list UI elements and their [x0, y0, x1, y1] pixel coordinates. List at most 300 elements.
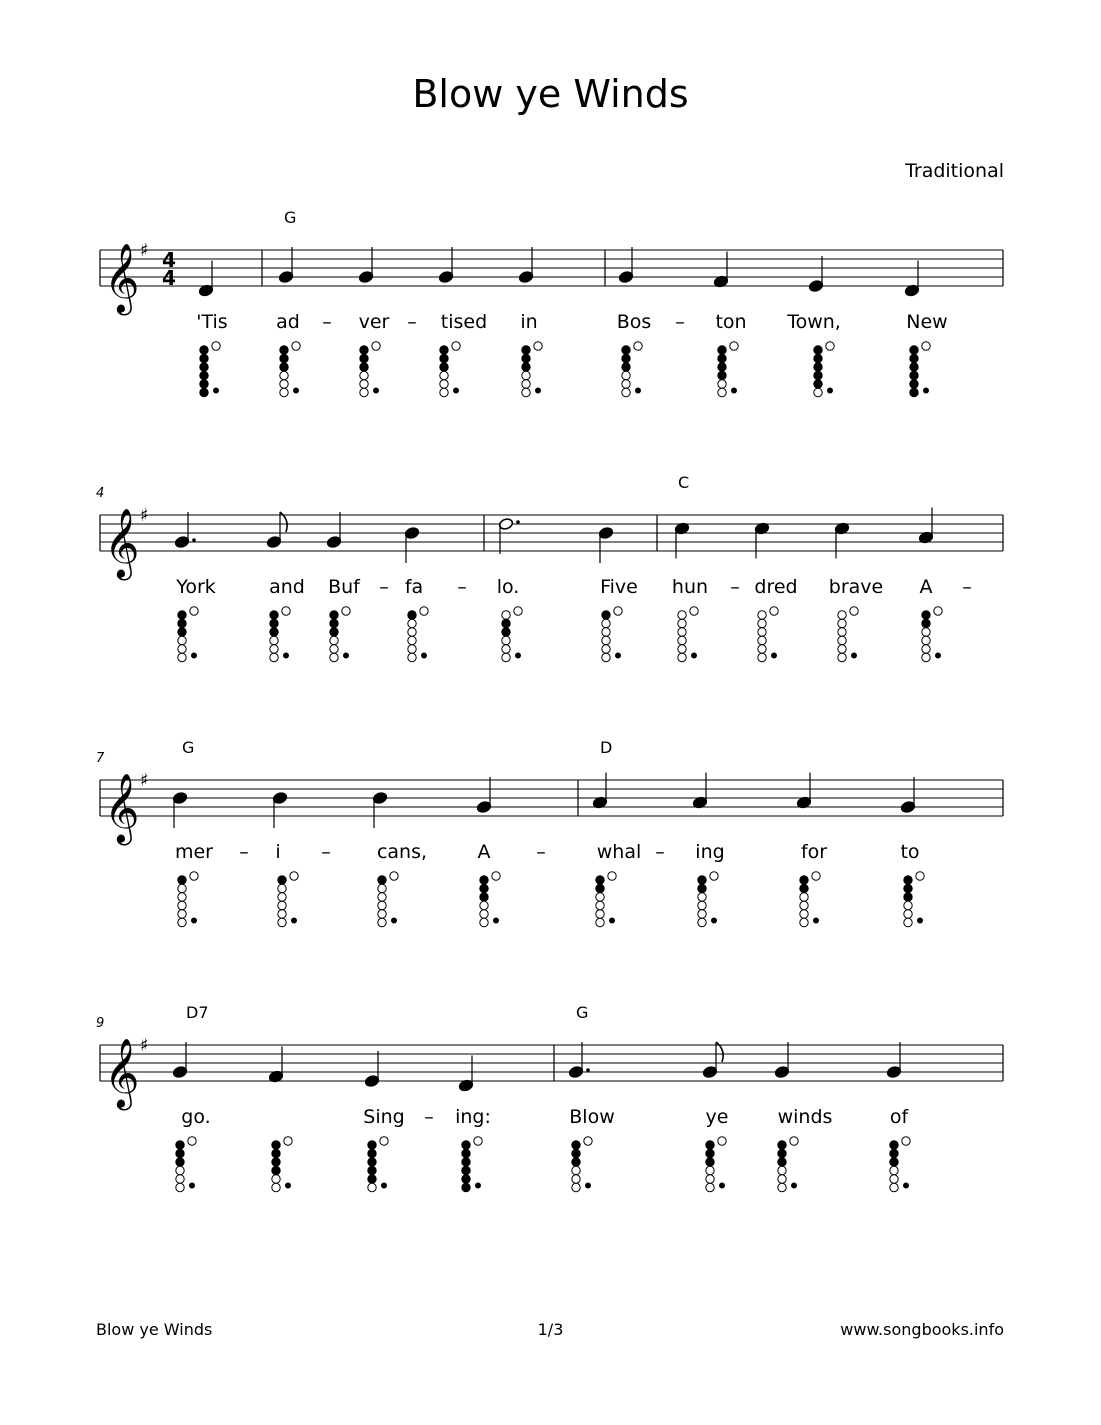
- fingering-hole: [178, 884, 186, 892]
- fingering-hole: [462, 1183, 470, 1191]
- fingering-hole: [270, 653, 278, 661]
- treble-clef-icon: 𝄞: [104, 773, 140, 843]
- staff-system: [96, 738, 1003, 927]
- fingering-hole: [890, 1149, 898, 1157]
- fingering-hole: [270, 611, 278, 619]
- fingering-hole: [330, 653, 338, 661]
- fingering-hole: [270, 636, 278, 644]
- fingering-hole-small: [381, 1183, 387, 1189]
- fingering-thumb-hole: [492, 872, 500, 880]
- fingering-hole: [904, 893, 912, 901]
- note-head: [900, 800, 915, 813]
- note-head: [592, 796, 607, 809]
- fingering-hole: [706, 1166, 714, 1174]
- fingering-hole: [922, 628, 930, 636]
- fingering-hole: [178, 918, 186, 926]
- fingering-hole: [706, 1183, 714, 1191]
- fingering-hole-small: [391, 918, 397, 924]
- fingering-thumb-hole: [922, 342, 930, 350]
- fingering-hole: [360, 371, 368, 379]
- fingering-hole: [200, 371, 208, 379]
- fingering-thumb-hole: [284, 1137, 292, 1145]
- lyric-syllable: Sing: [363, 1106, 405, 1128]
- fingering-thumb-hole: [584, 1137, 592, 1145]
- sharp-icon: ♯: [140, 770, 149, 791]
- fingering-hole: [602, 653, 610, 661]
- fingering-hole: [480, 918, 488, 926]
- fingering-hole-small: [285, 1183, 291, 1189]
- sharp-icon: ♯: [140, 240, 149, 261]
- fingering-hole-small: [609, 918, 615, 924]
- fingering-hole: [368, 1141, 376, 1149]
- fingering-thumb-hole: [690, 607, 698, 615]
- fingering-hole: [278, 901, 286, 909]
- fingering-hole: [602, 645, 610, 653]
- lyric-syllable: –: [322, 311, 332, 333]
- page-number: 1/3: [537, 1320, 564, 1339]
- fingering-hole: [678, 628, 686, 636]
- fingering-hole: [270, 619, 278, 627]
- chord-symbol: G: [576, 1003, 589, 1022]
- note-head: [518, 270, 533, 283]
- note-head: [174, 535, 189, 548]
- fingering-hole: [176, 1149, 184, 1157]
- fingering-hole: [904, 876, 912, 884]
- lyric-syllable: Bos: [616, 311, 652, 333]
- time-signature-bottom: 4: [162, 266, 176, 290]
- fingering-thumb-hole: [292, 342, 300, 350]
- fingering-hole: [778, 1166, 786, 1174]
- lyric-syllable: Five: [600, 576, 638, 598]
- note-head: [272, 791, 287, 804]
- fingering-hole: [814, 346, 822, 354]
- fingering-hole: [904, 901, 912, 909]
- fingering-hole-small: [515, 653, 521, 659]
- fingering-hole: [280, 354, 288, 362]
- lyric-syllable: of: [889, 1106, 909, 1128]
- fingering-hole: [678, 636, 686, 644]
- sharp-icon: ♯: [140, 505, 149, 526]
- fingering-hole: [176, 1183, 184, 1191]
- fingering-hole: [462, 1158, 470, 1166]
- note-head: [198, 284, 213, 297]
- lyric-syllable: –: [407, 311, 417, 333]
- fingering-hole: [368, 1149, 376, 1157]
- fingering-hole: [280, 346, 288, 354]
- fingering-hole: [378, 893, 386, 901]
- fingering-hole: [572, 1149, 580, 1157]
- fingering-hole: [838, 653, 846, 661]
- fingering-hole-small: [691, 653, 697, 659]
- staff-system: [96, 473, 1003, 662]
- note-dot: [192, 538, 196, 542]
- fingering-hole: [596, 901, 604, 909]
- lyric-syllable: A: [477, 841, 491, 863]
- note-head: [268, 1070, 283, 1083]
- fingering-hole: [270, 628, 278, 636]
- fingering-hole: [910, 371, 918, 379]
- fingering-thumb-hole: [614, 607, 622, 615]
- fingering-hole: [200, 388, 208, 396]
- fingering-hole: [462, 1175, 470, 1183]
- fingering-hole: [178, 628, 186, 636]
- fingering-hole-small: [635, 388, 641, 394]
- note-head: [326, 535, 341, 548]
- fingering-hole: [718, 363, 726, 371]
- lyric-syllable: New: [906, 311, 948, 333]
- fingering-hole: [278, 910, 286, 918]
- fingering-hole: [838, 636, 846, 644]
- fingering-hole: [330, 619, 338, 627]
- fingering-hole: [622, 363, 630, 371]
- fingering-hole: [522, 380, 530, 388]
- fingering-hole: [440, 380, 448, 388]
- measure-number: 9: [96, 1016, 105, 1031]
- chord-symbol: D: [600, 738, 613, 757]
- fingering-hole: [706, 1149, 714, 1157]
- fingering-hole: [440, 354, 448, 362]
- fingering-hole: [778, 1149, 786, 1157]
- fingering-hole: [602, 628, 610, 636]
- fingering-hole: [176, 1141, 184, 1149]
- fingering-thumb-hole: [212, 342, 220, 350]
- fingering-hole: [278, 876, 286, 884]
- treble-clef-icon: 𝄞: [104, 508, 140, 578]
- fingering-hole: [678, 645, 686, 653]
- lyric-syllable: Town,: [787, 311, 841, 333]
- fingering-hole: [800, 910, 808, 918]
- fingering-hole: [408, 653, 416, 661]
- fingering-hole-small: [711, 918, 717, 924]
- lyric-syllable: –: [424, 1106, 434, 1128]
- lyric-syllable: i: [275, 841, 281, 863]
- fingering-thumb-hole: [826, 342, 834, 350]
- lyric-syllable: hun: [671, 576, 709, 598]
- fingering-hole: [200, 380, 208, 388]
- fingering-hole: [698, 876, 706, 884]
- fingering-hole: [778, 1141, 786, 1149]
- fingering-hole: [178, 910, 186, 918]
- fingering-hole: [272, 1175, 280, 1183]
- fingering-hole: [678, 653, 686, 661]
- fingering-hole: [596, 893, 604, 901]
- fingering-hole: [800, 884, 808, 892]
- fingering-hole: [178, 636, 186, 644]
- fingering-hole: [814, 388, 822, 396]
- fingering-hole: [378, 876, 386, 884]
- fingering-hole: [922, 611, 930, 619]
- chord-symbol: G: [284, 208, 297, 227]
- fingering-hole: [678, 611, 686, 619]
- lyric-syllable: –: [239, 841, 249, 863]
- fingering-hole: [278, 893, 286, 901]
- note-head: [172, 1065, 187, 1078]
- fingering-thumb-hole: [290, 872, 298, 880]
- fingering-hole: [178, 645, 186, 653]
- fingering-hole: [440, 371, 448, 379]
- fingering-hole-small: [923, 388, 929, 394]
- fingering-hole-small: [917, 918, 923, 924]
- fingering-thumb-hole: [372, 342, 380, 350]
- lyric-syllable: ing:: [455, 1106, 491, 1128]
- fingering-hole: [280, 388, 288, 396]
- fingering-thumb-hole: [474, 1137, 482, 1145]
- note-head: [918, 531, 933, 544]
- fingering-hole: [758, 619, 766, 627]
- fingering-hole: [408, 611, 416, 619]
- note-head: [476, 800, 491, 813]
- note-head: [598, 526, 613, 539]
- fingering-hole: [572, 1158, 580, 1166]
- lyric-syllable: dred: [754, 576, 798, 598]
- lyric-syllable: lo.: [496, 576, 520, 598]
- fingering-hole: [522, 363, 530, 371]
- fingering-hole: [718, 371, 726, 379]
- composer: Traditional: [905, 160, 1004, 182]
- lyric-syllable: Buf: [328, 576, 360, 598]
- lyric-syllable: –: [655, 841, 665, 863]
- measure-number: 7: [96, 751, 105, 766]
- treble-clef-icon: 𝄞: [104, 1038, 140, 1108]
- fingering-hole: [838, 628, 846, 636]
- fingering-hole: [698, 901, 706, 909]
- fingering-hole: [814, 354, 822, 362]
- chord-symbol: C: [678, 473, 690, 492]
- fingering-hole: [330, 645, 338, 653]
- lyric-syllable: –: [730, 576, 740, 598]
- lyric-syllable: ing: [695, 841, 725, 863]
- fingering-hole: [910, 388, 918, 396]
- note-head: [808, 279, 823, 292]
- note-head: [404, 526, 419, 539]
- chord-symbol: D7: [186, 1003, 209, 1022]
- fingering-hole: [330, 611, 338, 619]
- note-head: [458, 1079, 473, 1092]
- lyric-syllable: ver: [358, 311, 390, 333]
- fingering-hole: [360, 354, 368, 362]
- fingering-hole: [502, 628, 510, 636]
- fingering-hole: [440, 346, 448, 354]
- fingering-hole: [778, 1158, 786, 1166]
- fingering-hole: [572, 1141, 580, 1149]
- fingering-hole: [176, 1166, 184, 1174]
- fingering-hole-small: [615, 653, 621, 659]
- fingering-hole: [278, 918, 286, 926]
- fingering-hole-small: [475, 1183, 481, 1189]
- lyric-syllable: Blow: [569, 1106, 615, 1128]
- fingering-hole: [378, 910, 386, 918]
- fingering-hole-small: [283, 653, 289, 659]
- fingering-hole: [280, 380, 288, 388]
- lyric-syllable: ton: [715, 311, 747, 333]
- chord-symbol: G: [182, 738, 195, 757]
- fingering-hole: [758, 611, 766, 619]
- note-head: [266, 535, 281, 548]
- fingering-thumb-hole: [850, 607, 858, 615]
- fingering-hole: [360, 380, 368, 388]
- fingering-hole: [522, 346, 530, 354]
- fingering-hole: [378, 918, 386, 926]
- fingering-hole: [502, 653, 510, 661]
- fingering-hole: [602, 636, 610, 644]
- fingering-hole: [596, 884, 604, 892]
- fingering-hole-small: [421, 653, 427, 659]
- fingering-hole-small: [191, 918, 197, 924]
- fingering-hole: [272, 1158, 280, 1166]
- note-head: [364, 1074, 379, 1087]
- lyric-syllable: and: [269, 576, 305, 598]
- fingering-hole-small: [827, 388, 833, 394]
- fingering-thumb-hole: [718, 1137, 726, 1145]
- fingering-hole: [890, 1141, 898, 1149]
- fingering-hole: [838, 645, 846, 653]
- fingering-hole: [178, 611, 186, 619]
- fingering-hole-small: [343, 653, 349, 659]
- fingering-thumb-hole: [916, 872, 924, 880]
- fingering-hole: [522, 388, 530, 396]
- fingering-hole-small: [189, 1183, 195, 1189]
- lyric-syllable: whal: [596, 841, 642, 863]
- staff-system: [96, 1003, 1003, 1192]
- note-flag: [280, 512, 287, 532]
- note-head: [754, 522, 769, 535]
- fingering-hole: [440, 363, 448, 371]
- fingering-hole-small: [719, 1183, 725, 1189]
- fingering-hole: [480, 901, 488, 909]
- fingering-thumb-hole: [390, 872, 398, 880]
- fingering-hole: [572, 1183, 580, 1191]
- fingering-hole: [800, 876, 808, 884]
- lyric-syllable: ye: [705, 1106, 729, 1128]
- note-head: [674, 522, 689, 535]
- fingering-hole: [272, 1166, 280, 1174]
- fingering-hole: [718, 380, 726, 388]
- note-head: [172, 791, 187, 804]
- lyric-syllable: ad: [276, 311, 300, 333]
- fingering-thumb-hole: [710, 872, 718, 880]
- note-head: [372, 791, 387, 804]
- fingering-hole: [922, 653, 930, 661]
- fingering-hole: [408, 628, 416, 636]
- fingering-hole: [462, 1166, 470, 1174]
- fingering-hole: [838, 611, 846, 619]
- note-dot: [516, 520, 520, 524]
- lyric-syllable: –: [536, 841, 546, 863]
- fingering-hole: [706, 1175, 714, 1183]
- fingering-hole: [480, 893, 488, 901]
- fingering-thumb-hole: [188, 1137, 196, 1145]
- note-head: [834, 522, 849, 535]
- fingering-hole: [440, 388, 448, 396]
- fingering-hole: [178, 893, 186, 901]
- fingering-thumb-hole: [902, 1137, 910, 1145]
- fingering-hole: [176, 1175, 184, 1183]
- lyric-syllable: in: [520, 311, 538, 333]
- fingering-hole: [522, 354, 530, 362]
- note-head: [618, 270, 633, 283]
- fingering-hole: [800, 893, 808, 901]
- lyric-syllable: –: [457, 576, 467, 598]
- fingering-hole: [602, 619, 610, 627]
- lyric-syllable: A: [919, 576, 933, 598]
- fingering-hole: [360, 363, 368, 371]
- lyric-syllable: to: [900, 841, 920, 863]
- fingering-hole: [622, 354, 630, 362]
- fingering-hole: [622, 371, 630, 379]
- note-head: [358, 270, 373, 283]
- fingering-thumb-hole: [452, 342, 460, 350]
- fingering-hole: [408, 619, 416, 627]
- fingering-hole: [272, 1141, 280, 1149]
- staff-system: [100, 208, 1003, 397]
- fingering-hole: [922, 636, 930, 644]
- fingering-hole: [778, 1175, 786, 1183]
- fingering-hole: [678, 619, 686, 627]
- lyric-syllable: for: [800, 841, 828, 863]
- fingering-hole: [280, 363, 288, 371]
- fingering-hole: [890, 1175, 898, 1183]
- fingering-hole: [910, 363, 918, 371]
- lyric-syllable: tised: [440, 311, 488, 333]
- fingering-hole: [838, 619, 846, 627]
- note-head: [886, 1065, 901, 1078]
- fingering-hole: [814, 363, 822, 371]
- fingering-hole: [758, 645, 766, 653]
- fingering-thumb-hole: [608, 872, 616, 880]
- fingering-hole: [378, 884, 386, 892]
- fingering-hole: [178, 653, 186, 661]
- fingering-hole-small: [791, 1183, 797, 1189]
- fingering-hole: [758, 628, 766, 636]
- fingering-thumb-hole: [380, 1137, 388, 1145]
- fingering-hole: [904, 910, 912, 918]
- fingering-hole: [758, 653, 766, 661]
- fingering-hole: [480, 910, 488, 918]
- fingering-hole: [698, 893, 706, 901]
- fingering-thumb-hole: [190, 872, 198, 880]
- fingering-hole: [572, 1166, 580, 1174]
- fingering-hole: [200, 354, 208, 362]
- fingering-hole-small: [493, 918, 499, 924]
- fingering-hole: [280, 371, 288, 379]
- note-head: [702, 1065, 717, 1078]
- fingering-hole: [360, 346, 368, 354]
- fingering-hole: [522, 371, 530, 379]
- fingering-hole: [718, 346, 726, 354]
- fingering-hole: [800, 918, 808, 926]
- fingering-hole: [178, 901, 186, 909]
- fingering-hole: [200, 363, 208, 371]
- footer-url: www.songbooks.info: [840, 1320, 1004, 1339]
- fingering-hole: [800, 901, 808, 909]
- fingering-thumb-hole: [730, 342, 738, 350]
- fingering-hole: [922, 645, 930, 653]
- fingering-hole: [602, 611, 610, 619]
- fingering-hole: [270, 645, 278, 653]
- fingering-thumb-hole: [790, 1137, 798, 1145]
- note-head: [796, 796, 811, 809]
- lyric-syllable: winds: [777, 1106, 833, 1128]
- fingering-hole: [622, 346, 630, 354]
- fingering-hole: [278, 884, 286, 892]
- fingering-hole: [330, 628, 338, 636]
- fingering-hole: [480, 884, 488, 892]
- lyric-syllable: 'Tis: [196, 311, 228, 333]
- lyric-syllable: York: [176, 576, 216, 598]
- lyric-syllable: –: [962, 576, 972, 598]
- fingering-hole: [502, 645, 510, 653]
- lyric-syllable: mer: [174, 841, 214, 863]
